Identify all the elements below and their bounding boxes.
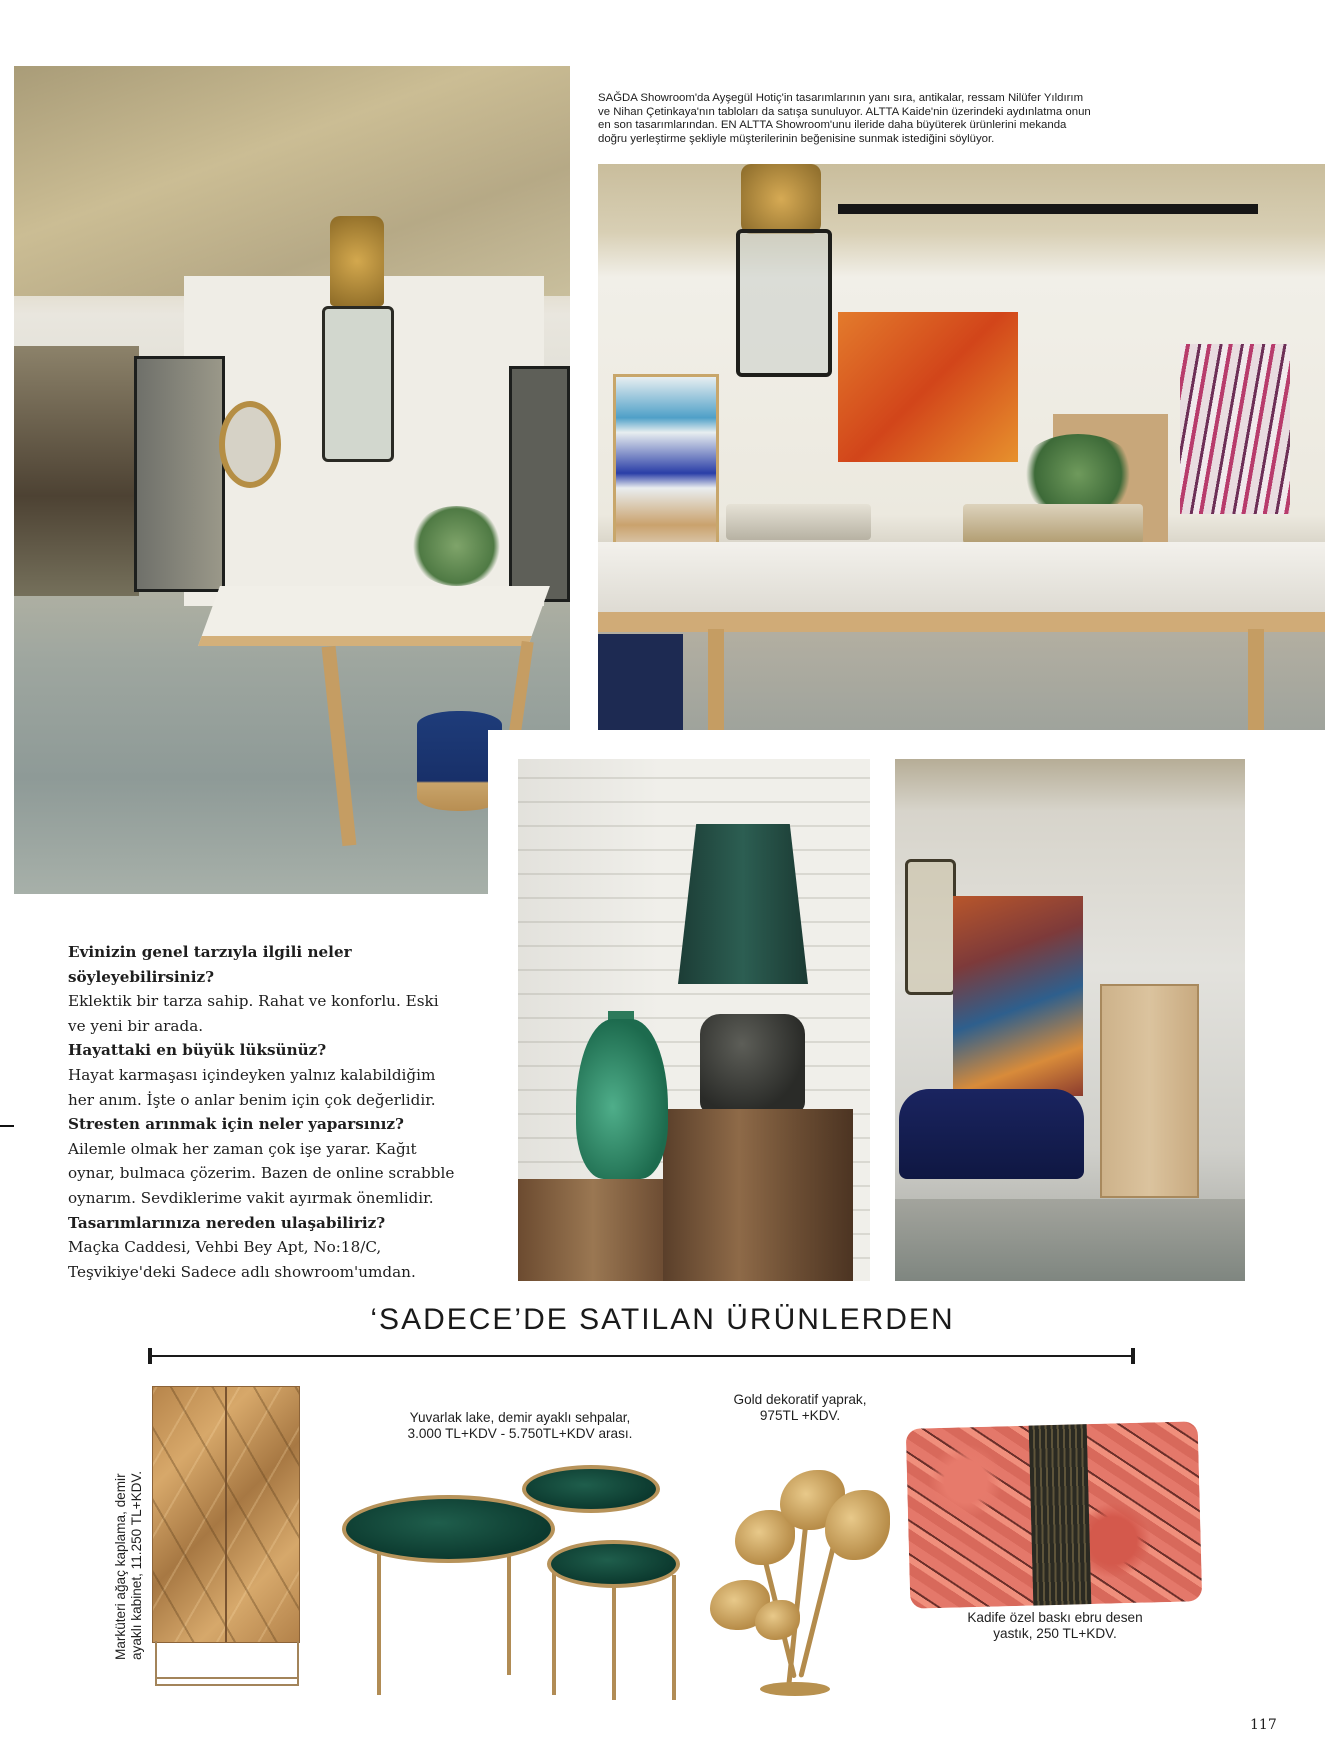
marquetry-cabinet-image bbox=[152, 1386, 300, 1643]
page-number: 117 bbox=[1250, 1717, 1277, 1733]
gold-leaf-sculpture-image bbox=[705, 1430, 895, 1700]
cabinet-iron-stand bbox=[155, 1641, 299, 1686]
showroom-interior-photo bbox=[14, 66, 570, 894]
question: Evinizin genel tarzıyla ilgili neler bbox=[68, 943, 352, 961]
glass-door bbox=[509, 366, 570, 602]
caption-line: en son tasarımlarından. EN ALTTA Showroom'unu ileride daha büyüterek ürünlerini mekanda bbox=[598, 119, 1067, 132]
brass-lantern bbox=[736, 164, 826, 394]
pillow-caption bbox=[930, 1610, 1180, 1642]
marble-tabletop bbox=[598, 542, 1325, 612]
section-rule bbox=[150, 1355, 1133, 1357]
sculpture-base bbox=[760, 1682, 830, 1696]
caption-line: SAĞDA Showroom'da Ayşegül Hotiç'in tasarımlarının yanı sıra, antikalar, ressam Nilüfer Yıldırım bbox=[598, 92, 1084, 104]
question: Hayattaki en büyük lüksünüz? bbox=[68, 1041, 327, 1060]
orange-painting bbox=[838, 312, 1018, 462]
green-glass-bottle bbox=[576, 1019, 668, 1179]
silver-tray bbox=[726, 504, 871, 540]
caption-line: ayaklı kabinet, 11.250 TL+KDV. bbox=[129, 1470, 144, 1660]
answer: her anım. İşte o anlar benim için çok değerlidir. bbox=[68, 1090, 436, 1109]
abstract-painting bbox=[953, 896, 1083, 1096]
table-top bbox=[522, 1465, 660, 1513]
lamp-on-pedestal-photo bbox=[518, 759, 870, 1281]
concrete-ceiling bbox=[14, 66, 570, 296]
answer: Eklektik bir tarza sahip. Rahat ve konforlu. Eski bbox=[68, 992, 439, 1011]
wooden-pedestal bbox=[663, 1109, 853, 1281]
glass-door bbox=[134, 356, 225, 592]
plant bbox=[409, 506, 504, 586]
tables-caption bbox=[360, 1410, 680, 1442]
question: söyleyebilirsiniz? bbox=[68, 967, 215, 986]
track-lighting bbox=[838, 204, 1258, 214]
answer: oynar, bulmaca çözerim. Bazen de online scrabble bbox=[68, 1164, 455, 1183]
table-top bbox=[547, 1540, 680, 1588]
concrete-floor bbox=[895, 1199, 1245, 1281]
caption-line: ve Nihan Çetinkaya'nın tabloları da satışa sunuluyor. ALTTA Kaide'nin üzerindeki aydınlatma onun bbox=[598, 105, 1091, 118]
brass-lantern bbox=[905, 859, 956, 995]
answer: Ailemle olmak her zaman çok işe yarar. Kağıt bbox=[68, 1139, 417, 1158]
back-room bbox=[14, 346, 139, 596]
velvet-settee bbox=[899, 1089, 1084, 1179]
answer: Maçka Caddesi, Vehbi Bey Apt, No:18/C, bbox=[68, 1238, 382, 1257]
metal-lamp-base bbox=[700, 1014, 805, 1114]
abstract-painting bbox=[1180, 344, 1290, 514]
question: Tasarımlarınıza nereden ulaşabiliriz? bbox=[68, 1213, 386, 1232]
marbled-velvet-pillow-image bbox=[906, 1421, 1203, 1609]
caption-line: Yuvarlak lake, demir ayaklı sehpalar, bbox=[409, 1410, 631, 1425]
sofa-and-cabinet-photo bbox=[895, 759, 1245, 1281]
silver-tray bbox=[963, 504, 1143, 544]
answer: ve yeni bir arada. bbox=[68, 1016, 204, 1035]
answer: Teşvikiye'deki Sadece adlı showroom'umdan. bbox=[68, 1262, 416, 1281]
leaf-caption bbox=[700, 1392, 900, 1424]
caption-line: 3.000 TL+KDV - 5.750TL+KDV arası. bbox=[407, 1426, 633, 1441]
nesting-side-tables-image bbox=[342, 1465, 682, 1705]
wooden-block bbox=[518, 1179, 668, 1281]
caption-line: 975TL +KDV. bbox=[759, 1408, 841, 1423]
edge-rule bbox=[0, 1125, 14, 1127]
gilt-mirror bbox=[219, 401, 281, 488]
caption-line: Gold dekoratif yaprak, bbox=[733, 1392, 867, 1407]
rule-cap bbox=[1131, 1348, 1135, 1364]
answer: Hayat karmaşası içindeyken yalnız kalabildiğim bbox=[68, 1065, 436, 1084]
question: Stresten arınmak için neler yaparsınız? bbox=[68, 1115, 404, 1134]
caption-line: Marküteri ağaç kaplama, demir bbox=[113, 1473, 128, 1660]
glass-shelf bbox=[613, 374, 719, 565]
table-leg bbox=[708, 629, 724, 730]
gold-cabinet bbox=[1100, 984, 1199, 1198]
velvet-stool bbox=[598, 634, 683, 730]
caption-line: yastık, 250 TL+KDV. bbox=[993, 1626, 1117, 1641]
interview-text bbox=[68, 940, 488, 1284]
caption-line: doğru yerleştirme şekliyle müşterilerinin beğenisine sunmak istediğini söylüyor. bbox=[598, 132, 995, 145]
showroom-table-photo bbox=[598, 164, 1325, 730]
cabinet-caption bbox=[113, 1471, 145, 1660]
plant bbox=[1018, 434, 1138, 514]
answer: oynarım. Sevdiklerime vakit ayırmak önemlidir. bbox=[68, 1188, 434, 1207]
marble-table bbox=[198, 586, 550, 646]
table-top bbox=[342, 1495, 555, 1563]
caption-line: Kadife özel baskı ebru desen bbox=[967, 1610, 1143, 1625]
lamp-shade bbox=[678, 824, 808, 984]
section-title: ‘SADECE’DE SATILAN ÜRÜNLERDEN bbox=[370, 1303, 955, 1336]
table-leg bbox=[322, 646, 357, 846]
table-leg bbox=[1248, 629, 1264, 730]
photo-caption bbox=[598, 92, 1198, 146]
brass-lantern bbox=[322, 216, 392, 486]
